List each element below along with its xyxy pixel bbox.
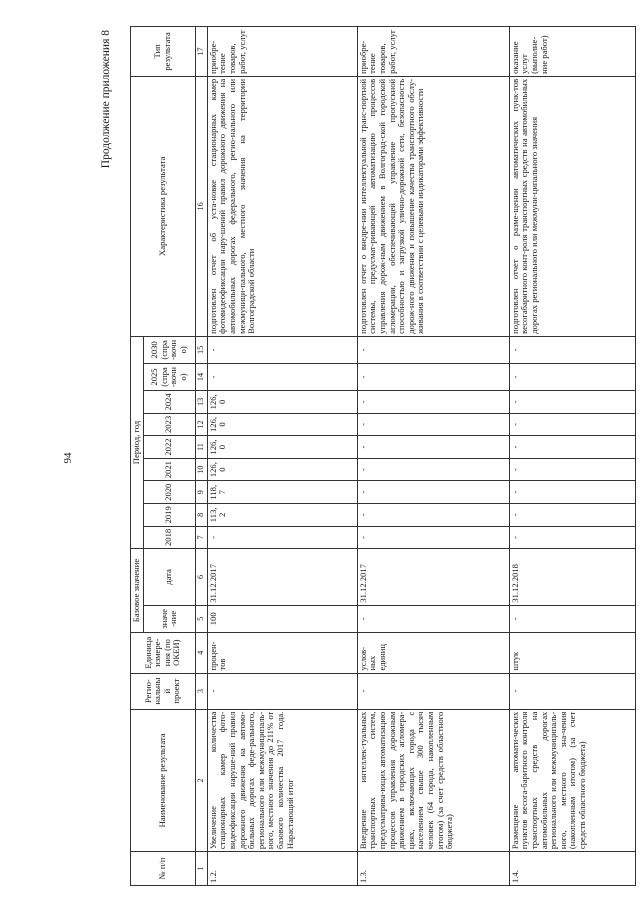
- header-characteristic: Характеристика результата: [131, 76, 196, 336]
- base-value: 100: [207, 605, 357, 632]
- header-year: 2030 (спра-вочно): [143, 336, 195, 363]
- header-year: 2021: [143, 458, 195, 481]
- column-number: 1: [195, 852, 207, 886]
- column-number: 5: [195, 605, 207, 632]
- year-value: 126,0: [207, 458, 357, 481]
- header-year: 2018: [143, 526, 195, 549]
- year-value: -: [509, 336, 635, 363]
- year-value: -: [357, 336, 509, 363]
- year-value: -: [357, 391, 509, 414]
- result-type: оказание услуг (выполне-ние работ): [509, 27, 635, 77]
- result-type: приобре-тение товаров, работ, услуг: [357, 27, 509, 77]
- result-type: приобре-тение товаров, работ, услуг: [207, 27, 357, 77]
- table-row: [207, 27, 357, 886]
- year-value: -: [357, 413, 509, 436]
- characteristic: подготовлен отчет о разме-щении автоматических пунк-тов весогабаритного конт-роля транспортных средств на автомобильных дорогах регионального или межмуни-ципального значения: [509, 76, 635, 336]
- header-year: 2020: [143, 481, 195, 504]
- year-value: -: [357, 526, 509, 549]
- rotated-page: [100, 26, 640, 886]
- column-number: 15: [195, 336, 207, 363]
- base-date: 31.12.2017: [207, 549, 357, 606]
- year-value: -: [509, 391, 635, 414]
- year-value: 113,2: [207, 504, 357, 527]
- table-row: [509, 27, 635, 886]
- column-number: 4: [195, 632, 207, 673]
- column-number: 11: [195, 436, 207, 459]
- column-number: 16: [195, 76, 207, 336]
- characteristic: подготовлен отчет о внедре-нии интеллектуальной транс-портной системы, предусмат-ривающей автоматизацию процессов управления дорож-ным движением в Волгоград-ской городской агломерации, обеспечивающей управление пропускной способностью и загрузкой улично-дорожной сети, безопасность дорож-ного движения и повышение качества транспортного обслу-живания в соответствии с целевыми индикаторами эффективности: [357, 76, 509, 336]
- column-number: 3: [195, 673, 207, 709]
- row-number: 1.2.: [207, 852, 357, 886]
- regional-project: -: [509, 673, 635, 709]
- year-value: -: [207, 336, 357, 363]
- year-value: 126,0: [207, 413, 357, 436]
- result-name: Размещение автомати-ческих пунктов весога-баритного контроля транспортных средств на автомобильных дорогах регионального или межмуниципаль-ного, местного зна-чения (накопленным итогом) (за счет средств областного бюджета): [509, 709, 635, 851]
- column-number: 14: [195, 363, 207, 390]
- header-name: Наименование результата: [131, 709, 196, 851]
- column-number: 10: [195, 458, 207, 481]
- unit: услов-ных единиц: [357, 632, 509, 673]
- column-number: 12: [195, 413, 207, 436]
- header-num: № п/п: [131, 852, 196, 886]
- column-number-row: [195, 27, 207, 886]
- year-value: -: [509, 481, 635, 504]
- base-value: -: [509, 605, 635, 632]
- header-regional: Регио-нальный проект: [131, 673, 196, 709]
- header-type: Тип результата: [131, 27, 196, 77]
- header-base-date: дата: [143, 549, 195, 606]
- header-year: 2023: [143, 413, 195, 436]
- year-value: -: [509, 436, 635, 459]
- column-number: 13: [195, 391, 207, 414]
- regional-project: -: [207, 673, 357, 709]
- year-value: -: [357, 458, 509, 481]
- year-value: -: [509, 413, 635, 436]
- column-number: 8: [195, 504, 207, 527]
- regional-project: -: [357, 673, 509, 709]
- table-row: [357, 27, 509, 886]
- characteristic: подготовлен отчет об уста-новке стационарных камер фотовидеофиксации нару-шений правил дорожного движения на автомобильных дорогах федерального, регио-нального или межмуници-пального, местного значения на территории Волгоградской области: [207, 76, 357, 336]
- year-value: -: [207, 526, 357, 549]
- page-number: 94: [62, 452, 74, 464]
- header-year: 2024: [143, 391, 195, 414]
- header-base: Базовое значение: [131, 549, 144, 633]
- year-value: 126,0: [207, 391, 357, 414]
- year-value: -: [357, 363, 509, 390]
- base-date: 31.12.2018: [509, 549, 635, 606]
- result-name: Увеличение количества стационарных камер фото-видеофиксации наруше-ний правил дорожного движения на автомо-бильных дорогах феде-рального, регионального или межмуниципаль-ного, местного значения до 211% от базового количества 2017 года. Нарастающий итог: [207, 709, 357, 851]
- year-value: -: [357, 481, 509, 504]
- header-year: 2022: [143, 436, 195, 459]
- header-unit: Единица измере-ния (по ОКЕИ): [131, 632, 196, 673]
- header-year: 2019: [143, 504, 195, 527]
- results-table: [130, 26, 636, 886]
- header-period: Период, год: [131, 336, 144, 548]
- year-value: -: [509, 363, 635, 390]
- row-number: 1.4.: [509, 852, 635, 886]
- column-number: 6: [195, 549, 207, 606]
- year-value: -: [207, 363, 357, 390]
- unit: штук: [509, 632, 635, 673]
- year-value: -: [509, 504, 635, 527]
- header-year: 2025 (спра-вочно): [143, 363, 195, 390]
- year-value: -: [509, 458, 635, 481]
- year-value: -: [509, 526, 635, 549]
- column-number: 9: [195, 481, 207, 504]
- base-value: -: [357, 605, 509, 632]
- column-number: 17: [195, 27, 207, 77]
- year-value: 118,7: [207, 481, 357, 504]
- result-name: Внедрение интеллек-туальных транспортных систем, предусматрива-ющих автоматизацию процессов управления дорожным движением в городских агломера-циях, включающих города с населением свыше 300 тысяч человек (64 города, накопленным итогом) (за счет средств областного бюджета): [357, 709, 509, 851]
- row-number: 1.3.: [357, 852, 509, 886]
- year-value: -: [357, 436, 509, 459]
- base-date: 31.12.2017: [357, 549, 509, 606]
- year-value: -: [357, 504, 509, 527]
- header-base-value: значе-ние: [143, 605, 195, 632]
- year-value: 126,0: [207, 436, 357, 459]
- column-number: 2: [195, 709, 207, 851]
- appendix-caption: Продолжение приложения 8: [100, 30, 112, 169]
- unit: процен-тов: [207, 632, 357, 673]
- column-number: 7: [195, 526, 207, 549]
